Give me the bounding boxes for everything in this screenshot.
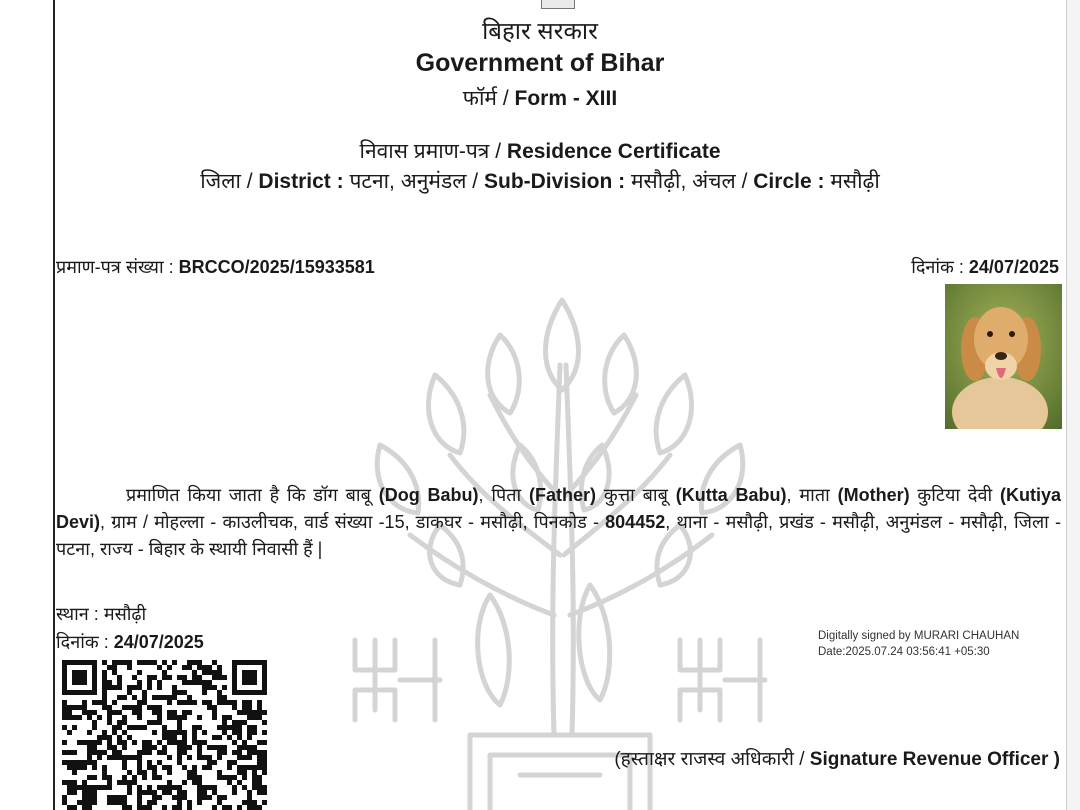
certificate-title (0, 137, 1080, 165)
place-value: मसौढ़ी (103, 604, 147, 624)
footer-date-label: दिनांक : (56, 632, 109, 652)
signature-line (614, 745, 1060, 771)
pincode: 804452 (605, 512, 666, 532)
dog-photo-icon (945, 284, 1062, 429)
district-label: District : (258, 170, 344, 193)
certificate-number (56, 255, 375, 279)
subdivision-label: Sub-Division : (483, 170, 626, 193)
place (56, 602, 146, 626)
footer-date (56, 630, 204, 654)
government-title-english: Government of Bihar (415, 49, 665, 77)
top-emblem-icon (541, 0, 575, 9)
certificate-title-english: Residence Certificate (506, 140, 721, 163)
form-prefix: फॉर्म / (462, 87, 509, 110)
circle-label: Circle : (753, 170, 825, 193)
form-number (0, 84, 1080, 112)
circle-value: मसौढ़ी (830, 170, 880, 193)
digital-signature (818, 628, 1019, 660)
district-value: पटना, अनुमंडल / (349, 170, 479, 193)
applicant-name-english: (Dog Babu) (378, 485, 479, 505)
qr-code-icon (62, 660, 267, 810)
certificate-number-label: प्रमाण-पत्र संख्या : (56, 257, 174, 277)
district-hindi: जिला / (200, 170, 253, 193)
certificate-body (56, 482, 1061, 563)
signature-english: Signature Revenue Officer ) (809, 749, 1060, 770)
issue-date-value: 24/07/2025 (968, 257, 1059, 277)
certificate-title-hindi: निवास प्रमाण-पत्र / (359, 140, 502, 163)
digital-signature-signer: Digitally signed by MURARI CHAUHAN (818, 630, 1020, 642)
form-label: Form - XIII (514, 87, 618, 110)
government-title-hindi: बिहार सरकार (482, 18, 598, 45)
district-line (0, 167, 1080, 195)
subdivision-value: मसौढ़ी, अंचल / (631, 170, 748, 193)
issue-date-label: दिनांक : (911, 257, 964, 277)
page-edge (1066, 0, 1080, 810)
mother-name-english: (Kutiya Devi) (56, 485, 1062, 532)
applicant-photo (945, 284, 1062, 429)
body-text-2: , पिता (478, 485, 530, 505)
body-text-6: , ग्राम / मोहल्ला - काउलीचक, वार्ड संख्या -15, डाकघर - मसौढ़ी, पिनकोड - (100, 512, 606, 532)
issue-date (911, 255, 1059, 279)
body-text-7: , थाना - मसौढ़ी, प्रखंड - मसौढ़ी, अनुमंडल - मसौढ़ी, जिला - पटना, राज्य - बिहार के स्थायी निवासी हैं | (56, 512, 1061, 559)
signature-hindi: (हस्ताक्षर राजस्व अधिकारी / (614, 749, 805, 770)
body-text-5: कुटिया देवी (909, 485, 1000, 505)
father-label: (Father) (529, 485, 597, 505)
mother-label: (Mother) (837, 485, 910, 505)
body-text-1: प्रमाणित किया जाता है कि डॉग बाबू (126, 485, 379, 505)
qr-code (62, 660, 267, 810)
certificate-number-value: BRCCO/2025/15933581 (178, 257, 375, 277)
digital-signature-date: Date:2025.07.24 03:56:41 +05:30 (818, 646, 990, 658)
body-text-3: कुत्ता बाबू (596, 485, 676, 505)
father-name-english: (Kutta Babu) (675, 485, 787, 505)
body-text-4: , माता (786, 485, 838, 505)
footer-date-value: 24/07/2025 (113, 632, 204, 652)
place-label: स्थान : (56, 604, 99, 624)
